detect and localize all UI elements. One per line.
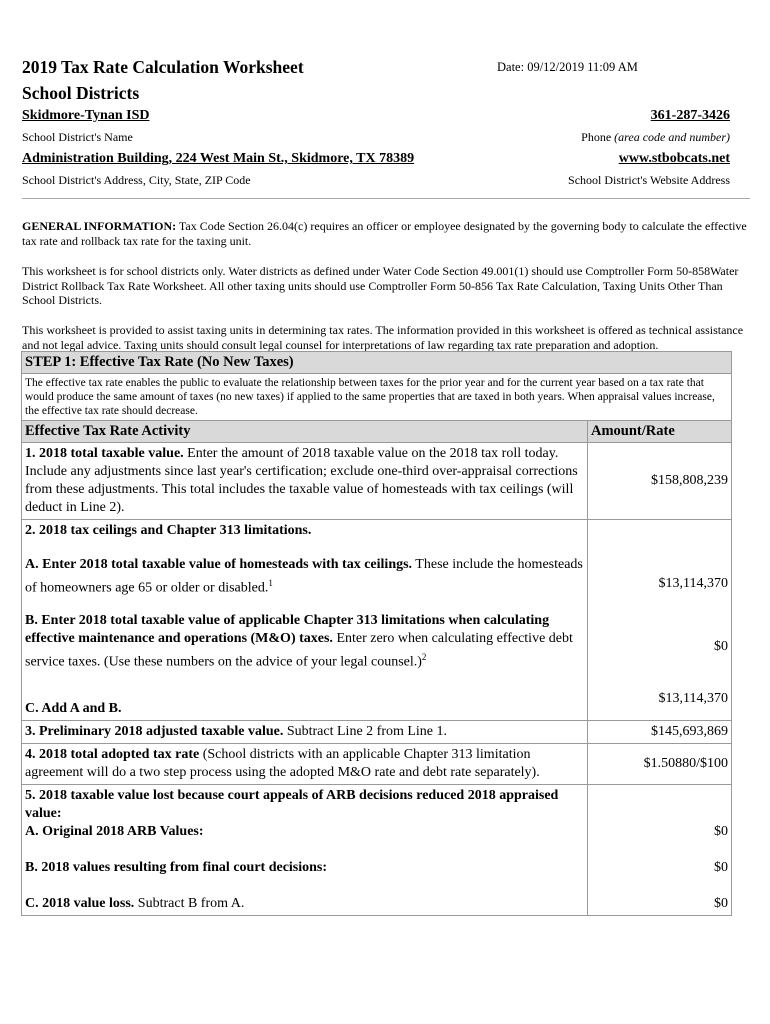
line5c-description: C. 2018 value loss. Subtract B from A. (25, 896, 245, 911)
line2-amounts (588, 520, 732, 721)
district-address: Administration Building, 224 West Main St., Skidmore, TX 78389 (22, 151, 415, 166)
column-header-row (22, 421, 732, 443)
activity-column-header: Effective Tax Rate Activity (22, 421, 588, 443)
district-phone: 361-287-3426 (650, 108, 730, 123)
line1-description: 1. 2018 total taxable value. Enter the amount of 2018 taxable value on the 2018 tax roll today. Include any adjustments since last year's certification; exclude one-third over-appraisal corrections from these adjustments. This total includes the taxable value of homesteads with tax ceilings (will deduct in Line 2). (22, 443, 588, 520)
line5a-amount: $0 (714, 824, 729, 839)
amount-column-header: Amount/Rate (588, 421, 732, 443)
district-name-caption: School District's Name (22, 130, 133, 144)
line2b-description: B. Enter 2018 total taxable value of applicable Chapter 313 limitations when calculating effective maintenance and operations (M&O) taxes. Enter zero when calculating effective debt service taxes. (Use these numbers on the advice of your legal counsel.)$^2$ (25, 613, 573, 670)
header-divider (22, 198, 750, 199)
step1-table (21, 351, 732, 916)
worksheet-scope-paragraph: This worksheet is for school districts only. Water districts as defined under Water Code Section 49.001(1) should use Comptroller Form 50-858Water District Rollback Tax Rate Worksheet. All other taxing units should use Comptroller Form 50-856 Tax Rate Calculation, Taxing Units Other Than School Districts. (22, 264, 739, 307)
table-row (22, 785, 732, 916)
step1-description-row (22, 374, 732, 421)
line1-amount: $158,808,239 (588, 443, 732, 520)
line2-description: 2. 2018 tax ceilings and Chapter 313 limitations. A. Enter 2018 total taxable value of homesteads with tax ceilings. These include the homesteads of homeowners age 65 or older or disabled.$^1$ B. Enter 2018 total taxable value of applicable Chapter 313 limitations when calculating effective maintenance and operations (M&O) taxes. Enter zero when calculating effective debt service taxes. (Use these numbers on the advice of your legal counsel.)$^2$ C. Add A and B. (22, 520, 588, 721)
district-website-caption: School District's Website Address (568, 173, 730, 187)
page-subtitle: School Districts (22, 83, 140, 103)
table-row (22, 721, 732, 744)
line2c-description: C. Add A and B. (25, 701, 122, 716)
table-row (22, 520, 732, 721)
line2b-amount: $0 (714, 639, 729, 654)
table-row (22, 443, 732, 520)
line5a-description: A. Original 2018 ARB Values: (25, 824, 204, 839)
line5-description: 5. 2018 taxable value lost because court appeals of ARB decisions reduced 2018 appraised value: A. Original 2018 ARB Values: B. 2018 values resulting from final court decisions: C. 2018 value loss. Subtract B from A. (22, 785, 588, 916)
line5c-amount: $0 (714, 896, 729, 911)
disclaimer-paragraph: This worksheet is provided to assist taxing units in determining tax rates. The information provided in this worksheet is offered as technical assistance and not legal advice. Taxing units should consult legal counsel for interpretations of law regarding tax rate preparation and adoption. (22, 323, 744, 352)
line2a-amount: $13,114,370 (658, 576, 729, 591)
line2a-description: A. Enter 2018 total taxable value of homesteads with tax ceilings. These include the homesteads of homeowners age 65 or older or disabled.$^1$ (25, 557, 583, 596)
line5-amounts (588, 785, 732, 916)
line4-description: 4. 2018 total adopted tax rate (School districts with an applicable Chapter 313 limitation agreement will do a two step process using the adopted M&O rate and debt rate separately). (22, 744, 588, 785)
worksheet-date: Date: 09/12/2019 11:09 AM (497, 60, 638, 74)
district-name: Skidmore-Tynan ISD (22, 108, 150, 123)
line3-amount: $145,693,869 (588, 721, 732, 744)
district-phone-caption: Phone (area code and number) (581, 130, 730, 144)
table-row (22, 744, 732, 785)
line5b-description: B. 2018 values resulting from final court decisions: (25, 860, 328, 875)
district-address-caption: School District's Address, City, State, ZIP Code (22, 173, 251, 187)
district-website: www.stbobcats.net (618, 151, 730, 166)
step1-heading: STEP 1: Effective Tax Rate (No New Taxes) (22, 352, 732, 374)
general-info-paragraph: GENERAL INFORMATION: Tax Code Section 26.04(c) requires an officer or employee designated by the governing body to calculate the effective tax rate and rollback tax rate for the taxing unit. (22, 219, 747, 248)
step1-description: The effective tax rate enables the public to evaluate the relationship between taxes for the prior year and for the current year based on a tax rate that would produce the same amount of taxes (no new taxes) if applied to the same properties that are taxed in both years. When appraisal values increase, the effective tax rate should decrease. (22, 374, 732, 421)
page-title: 2019 Tax Rate Calculation Worksheet (22, 57, 304, 77)
step1-heading-row (22, 352, 732, 374)
line5b-amount: $0 (714, 860, 729, 875)
line4-amount: $1.50880/$100 (588, 744, 732, 785)
line2c-amount: $13,114,370 (658, 691, 729, 706)
line3-description: 3. Preliminary 2018 adjusted taxable value. Subtract Line 2 from Line 1. (22, 721, 588, 744)
